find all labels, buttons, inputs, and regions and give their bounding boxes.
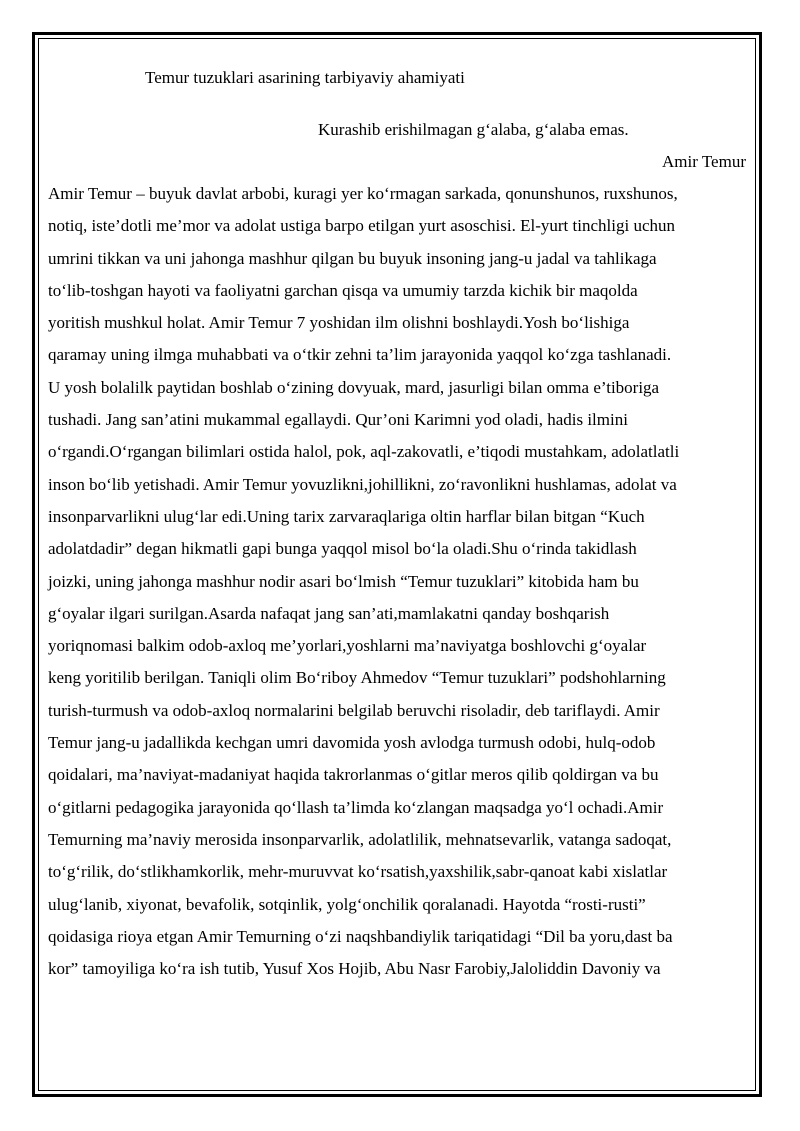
text-line: Amir Temur – buyuk davlat arbobi, kuragi yer ko‘rmagan sarkada, qonunshunos, ruxshunos, xyxy=(48,184,678,203)
text-line: qoidasiga rioya etgan Amir Temurning o‘zi naqshbandiylik tariqatidagi “Dil ba yoru,dast ba xyxy=(48,926,673,946)
text-line: turish-turmush va odob-axloq normalarini belgilab beruvchi risoladir, deb tariflaydi. Amir xyxy=(48,700,660,720)
text-line: to‘lib-toshgan hayoti va faoliyatni garchan qisqa va umumiy tarzda kichik bir maqolda xyxy=(48,280,638,300)
text-line: insonparvarlikni ulug‘lar edi.Uning tarix zarvaraqlariga oltin harflar bilan bitgan “Kuch xyxy=(48,506,645,526)
text-line: ulug‘lanib, xiyonat, bevafolik, sotqinlik, yolg‘onchilik qoralanadi. Hayotda “rosti-rusti” xyxy=(48,894,646,914)
text-line: o‘gitlarni pedagogika jarayonida qo‘llash ta’limda ko‘zlangan maqsadga yo‘l ochadi.Amir xyxy=(48,797,664,817)
text-line: Temurning ma’naviy merosida insonparvarlik, adolatlilik, mehnatsevarlik, vatanga sadoqat, xyxy=(48,829,672,849)
text-line: yoritish mushkul holat. Amir Temur 7 yoshidan ilm olishni boshlaydi.Yosh bo‘lishiga xyxy=(48,313,630,333)
document-body xyxy=(48,62,750,985)
text-line: to‘g‘rilik, do‘stlikhamkorlik, mehr-muruvvat ko‘rsatish,yaxshilik,sabr-qanoat kabi xislatlar xyxy=(48,862,668,882)
text-line: keng yoritilib berilgan. Taniqli olim Bo‘riboy Ahmedov “Temur tuzuklari” podshohlarning xyxy=(48,668,666,688)
epigraph-quote: Kurashib erishilmagan g‘alaba, g‘alaba emas. xyxy=(318,120,629,139)
text-line: tushadi. Jang san’atini mukammal egallaydi. Qur’oni Karimni yod oladi, hadis ilmini xyxy=(48,410,628,430)
text-line: yoriqnomasi balkim odob-axloq me’yorlari,yoshlarni ma’naviyatga boshlovchi g‘oyalar xyxy=(48,636,647,656)
text-line: qaramay uning ilmga muhabbati va o‘tkir zehni ta’lim jarayonida yaqqol ko‘zga tashlanadi. xyxy=(48,345,672,365)
document-title: Temur tuzuklari asarining tarbiyaviy ahamiyati xyxy=(145,68,465,87)
text-line: notiq, iste’dotli me’mor va adolat ustiga barpo etilgan yurt asoschisi. El-yurt tinchligi uchun xyxy=(48,216,675,236)
text-line: g‘oyalar ilgari surilgan.Asarda nafaqat jang san’ati,mamlakatni qanday boshqarish xyxy=(48,603,610,623)
text-line: Temur jang-u jadallikda kechgan umri davomida yosh avlodga turmush odobi, hulq-odob xyxy=(48,733,656,753)
body-paragraph xyxy=(48,178,750,985)
text-line: umrini tikkan va uni jahonga mashhur qilgan bu buyuk insoning jang-u jadal va tahlikaga xyxy=(48,248,657,268)
epigraph-author: Amir Temur xyxy=(662,152,746,171)
text-line: joizki, uning jahonga mashhur nodir asari bo‘lmish “Temur tuzuklari” kitobida ham bu xyxy=(48,571,639,591)
text-line: o‘rgandi.O‘rgangan bilimlari ostida halol, pok, aql-zakovatli, e’tiqodi mustahkam, adolatlatli xyxy=(48,442,680,462)
text-line: kor” tamoyiliga ko‘ra ish tutib, Yusuf Xos Hojib, Abu Nasr Farobiy,Jaloliddin Davoniy va xyxy=(48,959,661,979)
text-line: U yosh bolalilk paytidan boshlab o‘zining dovyuak, mard, jasurligi bilan omma e’tiboriga xyxy=(48,377,660,397)
text-line: qoidalari, ma’naviyat-madaniyat haqida takrorlanmas o‘gitlar meros qilib qoldirgan va bu xyxy=(48,765,659,785)
text-line: adolatdadir” degan hikmatli gapi bunga yaqqol misol bo‘la oladi.Shu o‘rinda takidlash xyxy=(48,539,637,559)
text-line: inson bo‘lib yetishadi. Amir Temur yovuzlikni,johillikni, zo‘ravonlikni hushlamas, adolat va xyxy=(48,474,677,494)
